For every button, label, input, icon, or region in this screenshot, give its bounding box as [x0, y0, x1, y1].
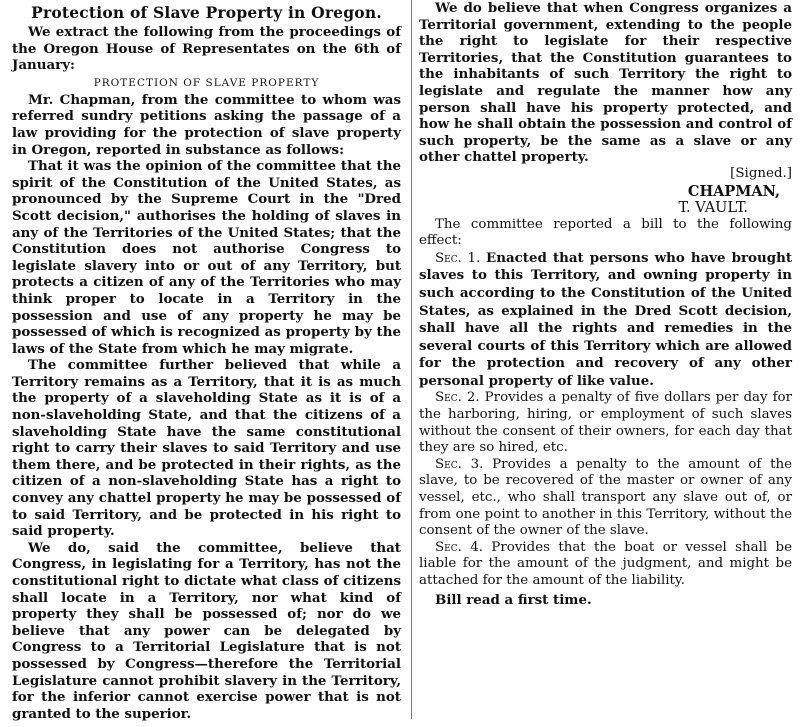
article-headline: Protection of Slave Property in Oregon.	[31, 3, 382, 22]
section-2	[419, 390, 792, 456]
section-1	[419, 250, 792, 391]
report-paragraph-3: The committee further believed that while a Territory remains as a Territory, that it is as much the property of a slaveholding State as it is of a non-slaveholding State, and that the citizens of a slaveholding State have the same constitutional right to carry their slaves to said Territory and use them there, and be protected in their rights, as the citizen of a non-slaveholding State has a right to convey any chattel property he may be possessed of to said Territory, and be protected in his right to said property.	[12, 357, 401, 540]
section-1-label: Sec. 1.	[435, 250, 481, 266]
section-4-text: Provides that the boat or vessel shall be liable for the amount of the judgment, and might be attached for the amount of the liability.	[419, 539, 792, 588]
intro-paragraph: We extract the following from the proceedings of the Oregon House of Representates on the 6th of January:	[12, 24, 401, 74]
section-1-text: Enacted that persons who have brought slaves to this Territory, and owning property in such according to the Constitution of the United States, as explained in the Dred Scott decision, shall have all the rights and remedies in the several courts of this Territory which are allowed for the protection and recovery of any other personal property of like value.	[419, 249, 793, 389]
left-column	[4, 0, 407, 727]
report-paragraph-4: We do, said the committee, believe that Congress, in legislating for a Territory, has not the constitutional right to dictate what class of citizens shall locate in a Territory, nor what kind of property they shall be possessed of; nor do we believe that any power can be delegated by Congress to a Territorial Legislature that is not possessed by Congress—therefore the Territorial Legislature cannot prohibit slavery in the Territory, for the inferior cannot exercise power that is not granted to the superior.	[12, 539, 401, 722]
section-4	[419, 540, 792, 590]
section-2-label: Sec. 2.	[435, 390, 480, 406]
column-divider	[411, 0, 412, 719]
section-2-text: Provides a penalty of five dollars per day for the harboring, hiring, or employment of such slaves without the consent of their owners, for each day that they are so hired, etc.	[419, 390, 792, 456]
closing-line: Bill read a first time.	[435, 591, 592, 608]
section-4-label: Sec. 4.	[435, 539, 483, 555]
section-3	[419, 457, 792, 540]
report-paragraph-1: Mr. Chapman, from the committee to whom was referred sundry petitions asking the passage of a law providing for the protection of slave property in Oregon, reported in substance as follows:	[12, 91, 401, 158]
report-paragraph-2: That it was the opinion of the committee that the spirit of the Constitution of the United States, as pronounced by the Supreme Court in the "Dred Scott decision," authorises the holding of slaves in any of the Territories of the United States; that the Constitution does not authorise Congress to legislate slavery into or out of any Territory, but protects a citizen of any of the Territories who may think proper to locate in a Territory in the possession and use of any property he may be possessed of which is recognized as property by the laws of the State from which he may migrate.	[12, 158, 401, 357]
right-column	[407, 0, 796, 727]
bill-intro: The committee reported a bill to the following effect:	[419, 216, 792, 249]
signed-mark: [Signed.]	[730, 165, 792, 181]
signature-vault: T. VAULT.	[678, 199, 748, 216]
section-3-text: Provides a penalty to the amount of the slave, to be recovered of the master or owner of any vessel, etc., who shall transport any slave out of, or from one point to another in this Territory, without the consent of the owner of the slave.	[419, 456, 793, 539]
report-paragraph-5: We do believe that when Congress organizes a Territorial government, extending to the people the right to legislate for their respective Territories, that the Constitution guarantees to the inhabitants of such Territory the right to legislate and regulate the manner how any person shall have his property protected, and how he shall obtain the possession and control of such property, be the same as a slave or any other chattel property.	[419, 0, 792, 166]
section-3-label: Sec. 3.	[435, 456, 484, 472]
signature-chapman: CHAPMAN,	[687, 182, 780, 200]
section-heading: PROTECTION OF SLAVE PROPERTY	[93, 76, 320, 89]
